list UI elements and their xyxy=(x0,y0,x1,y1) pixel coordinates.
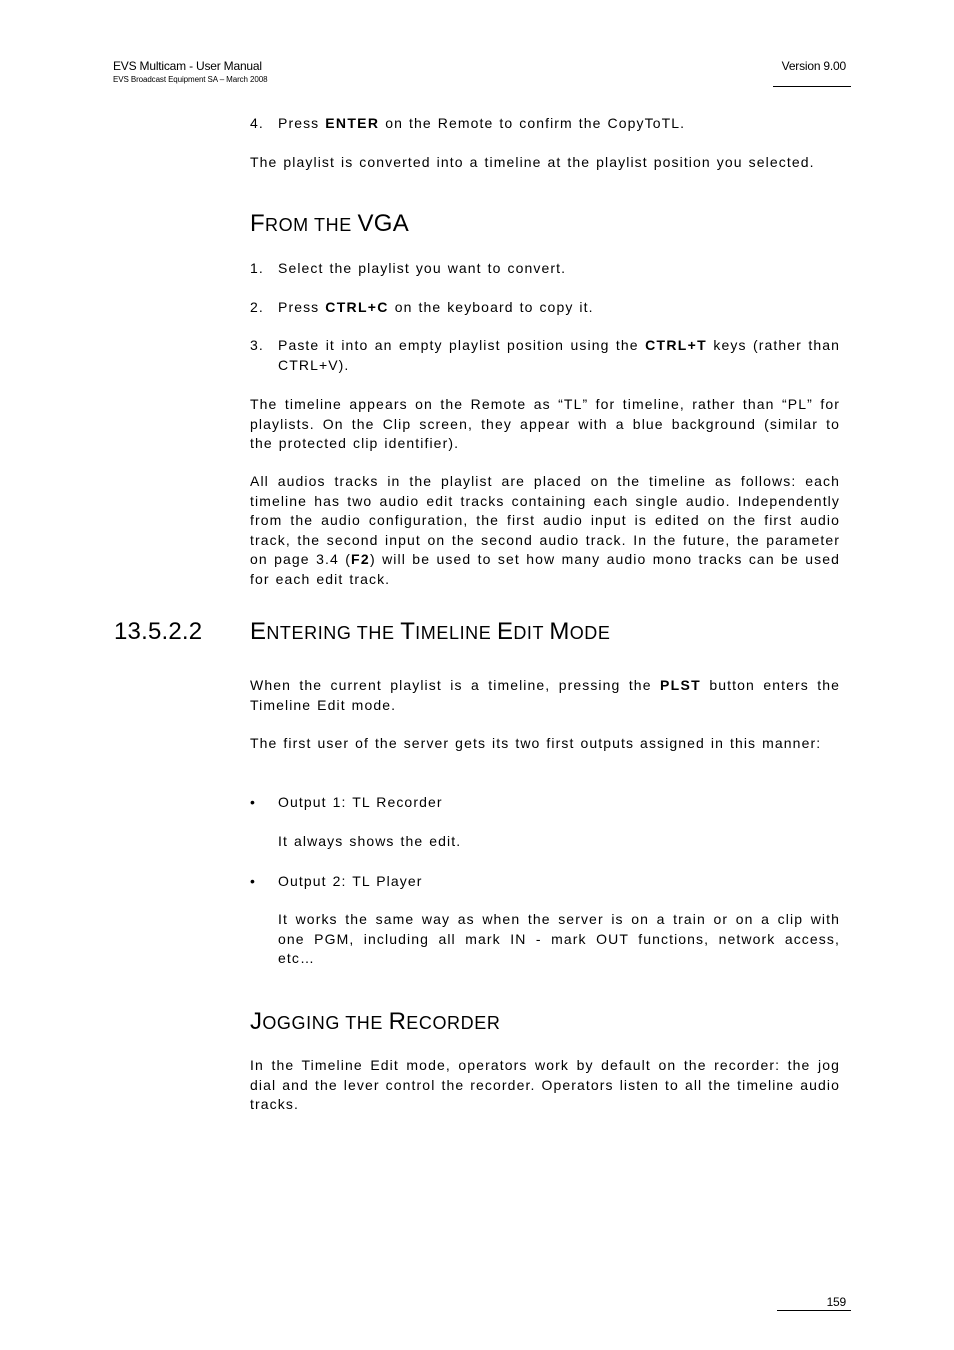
step-number: 3. xyxy=(250,337,264,353)
subheading-from-the-vga: FROM THE VGA xyxy=(250,210,410,237)
paragraph: In the Timeline Edit mode, operators work by default on the recorder: the jog dial and the lever control the recorder. Operators listen to all the timeline audio tracks. xyxy=(250,1057,840,1112)
key-label: CTRL+C xyxy=(325,299,389,315)
step-text: Press ENTER on the Remote to confirm the CopyToTL. xyxy=(278,115,686,131)
footer-rule xyxy=(777,1310,851,1311)
paragraph: The playlist is converted into a timeline at the playlist position you selected. xyxy=(250,154,815,170)
paragraph: All audios tracks in the playlist are placed on the timeline as follows: each timeline has two audio edit tracks containing each single audio. Independently from the audio configuration, the first audio input is edited on the first audio track, the second input on the second audio track. In the future, the parameter on page 3.4 (F2) will be used to set how many audio mono tracks can be used for each edit track. xyxy=(250,473,840,587)
page-number: 159 xyxy=(826,1295,846,1309)
paragraph: When the current playlist is a timeline, pressing the PLST button enters the Timeline Edit mode. xyxy=(250,677,841,713)
header-subtitle: EVS Broadcast Equipment SA – March 2008 xyxy=(113,75,268,84)
header-rule xyxy=(773,86,851,87)
step-number: 2. xyxy=(250,299,264,315)
header-version: Version 9.00 xyxy=(781,59,846,73)
step-text: Press CTRL+C on the keyboard to copy it. xyxy=(278,299,594,315)
key-label: PLST xyxy=(660,677,701,693)
paragraph: The first user of the server gets its two first outputs assigned in this manner: xyxy=(250,735,822,751)
paragraph: The timeline appears on the Remote as “TL” for timeline, rather than “PL” for playlists. On the Clip screen, they appear with a blue background (similar to the protected clip identifier). xyxy=(250,396,840,451)
key-label: CTRL+T xyxy=(645,337,707,353)
section-title: ENTERING THE TIMELINE EDIT MODE xyxy=(250,618,611,645)
header-title: EVS Multicam - User Manual xyxy=(113,59,262,73)
section-number: 13.5.2.2 xyxy=(114,618,203,645)
key-label: ENTER xyxy=(325,115,380,131)
bullet-note: It works the same way as when the server is on a train or on a clip with one PGM, including all mark IN - mark OUT functions, network access, etc… xyxy=(278,911,840,966)
step-number: 1. xyxy=(250,260,264,276)
bullet-item: Output 1: TL Recorder xyxy=(278,794,443,810)
step-text: Paste it into an empty playlist position using the CTRL+T keys (rather than CTRL+V). xyxy=(278,337,840,373)
step-text: Select the playlist you want to convert. xyxy=(278,260,567,276)
bullet-item: Output 2: TL Player xyxy=(278,873,423,889)
subheading-jogging-the-recorder: JOGGING THE RECORDER xyxy=(250,1008,501,1035)
step-number: 4. xyxy=(250,115,264,131)
bullet-glyph: • xyxy=(250,794,255,810)
bullet-glyph: • xyxy=(250,873,255,889)
key-label: F2 xyxy=(350,551,370,567)
bullet-note: It always shows the edit. xyxy=(278,833,462,849)
